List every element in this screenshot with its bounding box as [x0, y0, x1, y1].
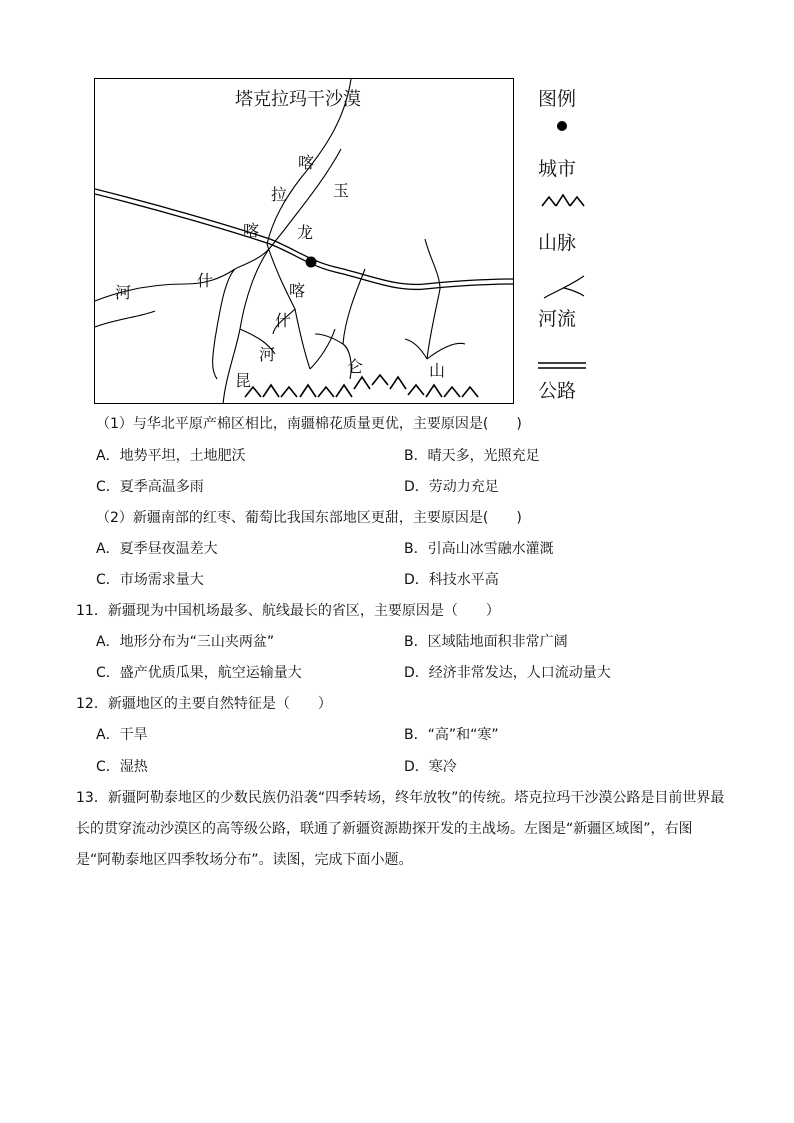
map-label-shi2: 什: [275, 311, 292, 330]
question-2-option-d: D．科技水平高: [404, 572, 499, 588]
city-dot: [306, 257, 317, 268]
map-label-he1: 河: [115, 283, 132, 302]
question-2-stem: （2）新疆南部的红枣、葡萄比我国东部地区更甜，主要原因是( ): [96, 510, 522, 526]
question-12-option-c: C．湿热: [96, 759, 148, 775]
question-12-option-b: B．“高”和“寒”: [404, 727, 499, 743]
legend-city-icon: [555, 119, 569, 133]
question-11-stem: 11．新疆现为中国机场最多、航线最长的省区，主要原因是（ ）: [76, 603, 500, 619]
question-2-option-a: A．夏季昼夜温差大: [96, 541, 218, 557]
map-label-ka3: 喀: [289, 281, 306, 300]
map-title: 塔克拉玛干沙漠: [235, 89, 361, 110]
question-12-stem: 12．新疆地区的主要自然特征是（ ）: [76, 696, 332, 712]
map-label-shi1: 什: [197, 271, 214, 290]
map-label-cang: 仑: [347, 357, 364, 376]
question-1-option-d: D．劳动力充足: [404, 479, 499, 495]
question-11-option-b: B．区域陆地面积非常广阔: [404, 634, 568, 650]
map-label-he2: 河: [259, 345, 276, 364]
map-label-yu: 玉: [333, 181, 350, 200]
question-2-option-c: C．市场需求量大: [96, 572, 204, 588]
question-12-option-a: A．干旱: [96, 727, 148, 743]
map-figure: [94, 78, 514, 404]
question-2-option-b: B．引高山冰雪融水灌溉: [404, 541, 554, 557]
question-12-option-d: D．寒冷: [404, 759, 457, 775]
question-1-option-c: C．夏季高温多雨: [96, 479, 204, 495]
legend-river-icon: [540, 270, 586, 300]
legend-river-label: 河流: [538, 308, 577, 330]
legend-city-label: 城市: [538, 158, 577, 180]
map-label-la: 拉: [271, 185, 288, 204]
question-11-option-c: C．盛产优质瓜果，航空运输量大: [96, 665, 302, 681]
legend-mountain-icon: [540, 190, 586, 210]
map-label-ka1: 喀: [298, 153, 315, 172]
river-lines: [95, 79, 465, 404]
question-1-stem: （1）与华北平原产棉区相比，南疆棉花质量更优，主要原因是( ): [96, 416, 522, 432]
question-13-text: 13．新疆阿勒泰地区的少数民族仍沿袭“四季转场，终年放牧”的传统。塔克拉玛干沙漠公路是目前世界最长的贯穿流动沙漠区的高等级公路，联通了新疆资源勘探开发的主战场。左图是“新疆区域图”，右图是“阿勒泰地区四季牧场分布”。读图，完成下面小题。: [76, 790, 725, 868]
legend-road-icon: [536, 360, 588, 372]
question-11-option-d: D．经济非常发达，人口流动量大: [404, 665, 611, 681]
legend-road-label: 公路: [538, 380, 577, 402]
legend-mountain-label: 山脉: [538, 232, 577, 254]
legend-title: 图例: [538, 88, 577, 110]
map-label-shan: 山: [429, 361, 446, 380]
question-11-option-a: A．地形分布为“三山夹两盆”: [96, 634, 275, 650]
map-label-long: 龙: [297, 223, 314, 242]
question-1-option-a: A．地势平坦，土地肥沃: [96, 448, 246, 464]
map-label-ka2: 喀: [243, 221, 260, 240]
question-1-option-b: B．晴天多，光照充足: [404, 448, 540, 464]
map-label-kun: 昆: [235, 371, 252, 390]
